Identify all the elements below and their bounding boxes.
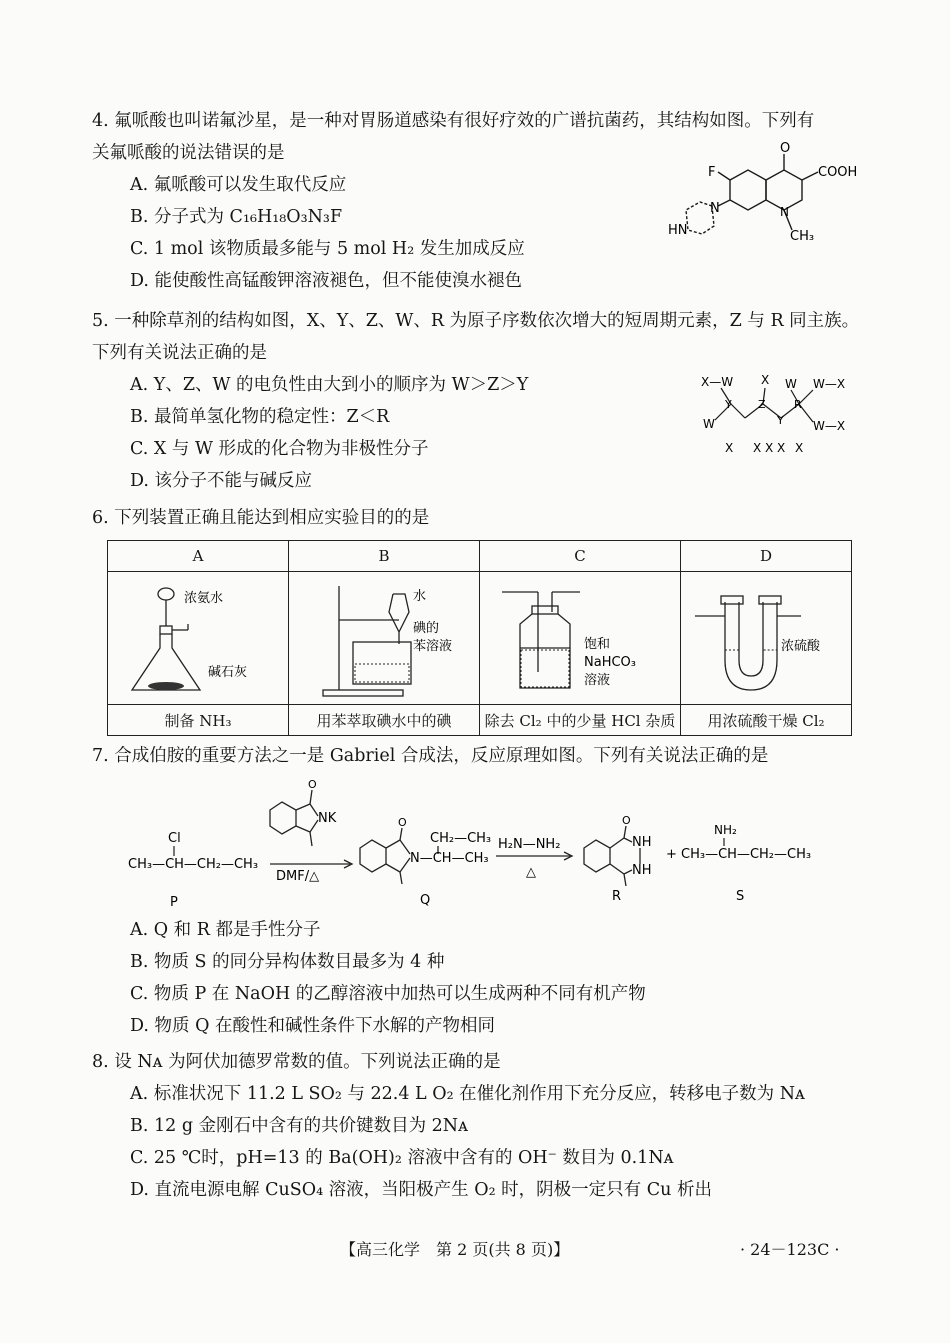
q5-option-a: A. Y、Z、W 的电负性由大到小的顺序为 W＞Z＞Y (130, 375, 529, 395)
label-saturated: 饱和 (584, 637, 611, 652)
apparatus-c (480, 572, 681, 705)
header-c: C (480, 541, 681, 572)
u-tube-image (681, 572, 851, 700)
apparatus-a (108, 572, 289, 705)
hydrazine: H₂N—NH₂ (498, 837, 561, 852)
q4-option-a: A. 氟哌酸可以发生取代反应 (130, 175, 347, 195)
q-o-top: O (398, 816, 407, 829)
conical-flask-image (108, 572, 288, 700)
q5-option-b: B. 最简单氢化物的稳定性：Z＜R (130, 407, 390, 427)
caption-a: 制备 NH₃ (108, 705, 289, 736)
q4-label-hn: HN (668, 223, 688, 238)
q8-option-d: D. 直流电源电解 CuSO₄ 溶液，当阳极产生 O₂ 时，阴极一定只有 Cu 析出 (130, 1180, 712, 1200)
header-d: D (681, 541, 852, 572)
q4-label-f: F (708, 165, 716, 180)
reagent-o-top: O (308, 778, 317, 791)
r-nh-top: NH (632, 835, 652, 850)
label-nahco3: NaHCO₃ (584, 655, 636, 670)
label-iodine: 碘的 (413, 621, 440, 636)
r-nh-bottom: NH (632, 863, 652, 878)
q6-stem: 6. 下列装置正确且能达到相应实验目的的是 (92, 508, 430, 528)
question-7-options (92, 914, 872, 1042)
p-chain: CH₃—CH—CH₂—CH₃ (128, 857, 259, 872)
gas-washing-bottle-image (480, 572, 680, 700)
q7-option-d: D. 物质 Q 在酸性和碱性条件下水解的产物相同 (130, 1016, 496, 1036)
herbicide-structure (695, 368, 865, 458)
q5-label-xw-top: X—W (701, 375, 734, 389)
q5-stem-line1: 5. 一种除草剂的结构如图，X、Y、Z、W、R 为原子序数依次增大的短周期元素，Z 与 R 同主族。 (92, 311, 860, 331)
q5-label-wx-right: W—X (813, 419, 846, 433)
apparatus-b (289, 572, 480, 705)
q4-label-n-pip: N (710, 201, 720, 216)
q5-label-wx-top: W—X (813, 377, 846, 391)
label-conc-sulfuric-acid: 浓硫酸 (781, 639, 821, 654)
q5-label-y1: Y (725, 398, 732, 411)
s-nh2: NH₂ (714, 823, 737, 837)
q7-option-c: C. 物质 P 在 NaOH 的乙醇溶液中加热可以生成两种不同有机产物 (130, 984, 646, 1004)
question-7 (92, 740, 872, 772)
label-p: P (170, 895, 178, 910)
q5-label-w-left: W (703, 417, 715, 431)
separatory-funnel-image (289, 572, 479, 700)
q5-option-c: C. X 与 W 形成的化合物为非极性分子 (130, 439, 429, 459)
label-q: Q (420, 893, 431, 908)
q4-label-n-ring: N (780, 205, 789, 219)
q4-stem-line1: 4. 氟哌酸也叫诺氟沙星，是一种对胃肠道感染有很好疗效的广谱抗菌药，其结构如图。下列有 (92, 111, 815, 131)
q5-label-x-top: X (761, 373, 770, 387)
gabriel-synthesis-scheme (120, 776, 840, 911)
q7-option-b: B. 物质 S 的同分异构体数目最多为 4 种 (130, 952, 445, 972)
q4-label-ch3: CH₃ (790, 229, 815, 244)
question-6 (92, 502, 872, 534)
q8-option-a: A. 标准状况下 11.2 L SO₂ 与 22.4 L O₂ 在催化剂作用下充分反应，转移电子数为 Nᴀ (130, 1084, 805, 1104)
page-footer-code: · 24－123C · (740, 1240, 840, 1259)
label-concentrated-ammonia: 浓氨水 (184, 591, 224, 606)
header-a: A (108, 541, 289, 572)
q5-label-x3: X (765, 441, 774, 455)
q5-label-w-top: W (785, 377, 797, 391)
header-b: B (289, 541, 480, 572)
caption-b: 用苯萃取碘水中的碘 (289, 705, 480, 736)
label-benzene-solution: 苯溶液 (413, 639, 453, 654)
q5-label-z: Z (758, 398, 766, 411)
norfloxacin-structure (660, 140, 860, 250)
q-top-chain: CH₂—CH₃ (430, 831, 492, 846)
caption-d: 用浓硫酸干燥 Cl₂ (681, 705, 852, 736)
q4-label-o: O (780, 141, 791, 156)
q8-option-b: B. 12 g 金刚石中含有的共价键数目为 2Nᴀ (130, 1116, 468, 1136)
r-o-top: O (622, 814, 631, 827)
q8-option-c: C. 25 ℃时，pH=13 的 Ba(OH)₂ 溶液中含有的 OH⁻ 数目为 0.1Nᴀ (130, 1148, 674, 1168)
reagent-nk: NK (318, 811, 337, 826)
q5-label-r: R (794, 398, 802, 411)
q4-stem-line2: 关氟哌酸的说法错误的是 (92, 143, 285, 163)
q7-stem: 7. 合成伯胺的重要方法之一是 Gabriel 合成法，反应原理如图。下列有关说法正确的是 (92, 746, 769, 766)
q8-stem: 8. 设 Nᴀ 为阿伏加德罗常数的值。下列说法正确的是 (92, 1052, 501, 1072)
q7-option-a: A. Q 和 R 都是手性分子 (130, 920, 321, 940)
q5-label-x2: X (753, 441, 762, 455)
q5-label-y2: Y (777, 414, 784, 427)
apparatus-table (107, 540, 852, 736)
caption-c: 除去 Cl₂ 中的少量 HCl 杂质 (480, 705, 681, 736)
page-footer-center: 【高三化学 第 2 页(共 8 页)】 (340, 1240, 570, 1259)
q4-label-cooh: COOH (818, 165, 858, 180)
q4-option-d: D. 能使酸性高锰酸钾溶液褪色，但不能使溴水褪色 (130, 271, 523, 291)
s-chain: + CH₃—CH—CH₂—CH₃ (666, 847, 812, 862)
reagent-dmf: DMF/△ (276, 869, 320, 884)
label-r: R (612, 889, 622, 904)
apparatus-d (681, 572, 852, 705)
q-mid-chain: N—CH—CH₃ (410, 851, 489, 866)
p-cl: Cl (168, 831, 181, 846)
label-water: 水 (413, 589, 427, 604)
q5-label-x4: X (777, 441, 786, 455)
label-solution: 溶液 (584, 673, 611, 688)
q5-label-x5: X (795, 441, 804, 455)
heat-symbol: △ (526, 865, 536, 880)
q5-stem-line2: 下列有关说法正确的是 (92, 343, 267, 363)
label-soda-lime: 碱石灰 (208, 665, 248, 680)
q4-option-c: C. 1 mol 该物质最多能与 5 mol H₂ 发生加成反应 (130, 239, 525, 259)
label-s: S (736, 889, 745, 904)
question-8 (92, 1046, 872, 1206)
q5-label-x1: X (725, 441, 734, 455)
q5-option-d: D. 该分子不能与碱反应 (130, 471, 313, 491)
q4-option-b: B. 分子式为 C₁₆H₁₈O₃N₃F (130, 207, 343, 227)
